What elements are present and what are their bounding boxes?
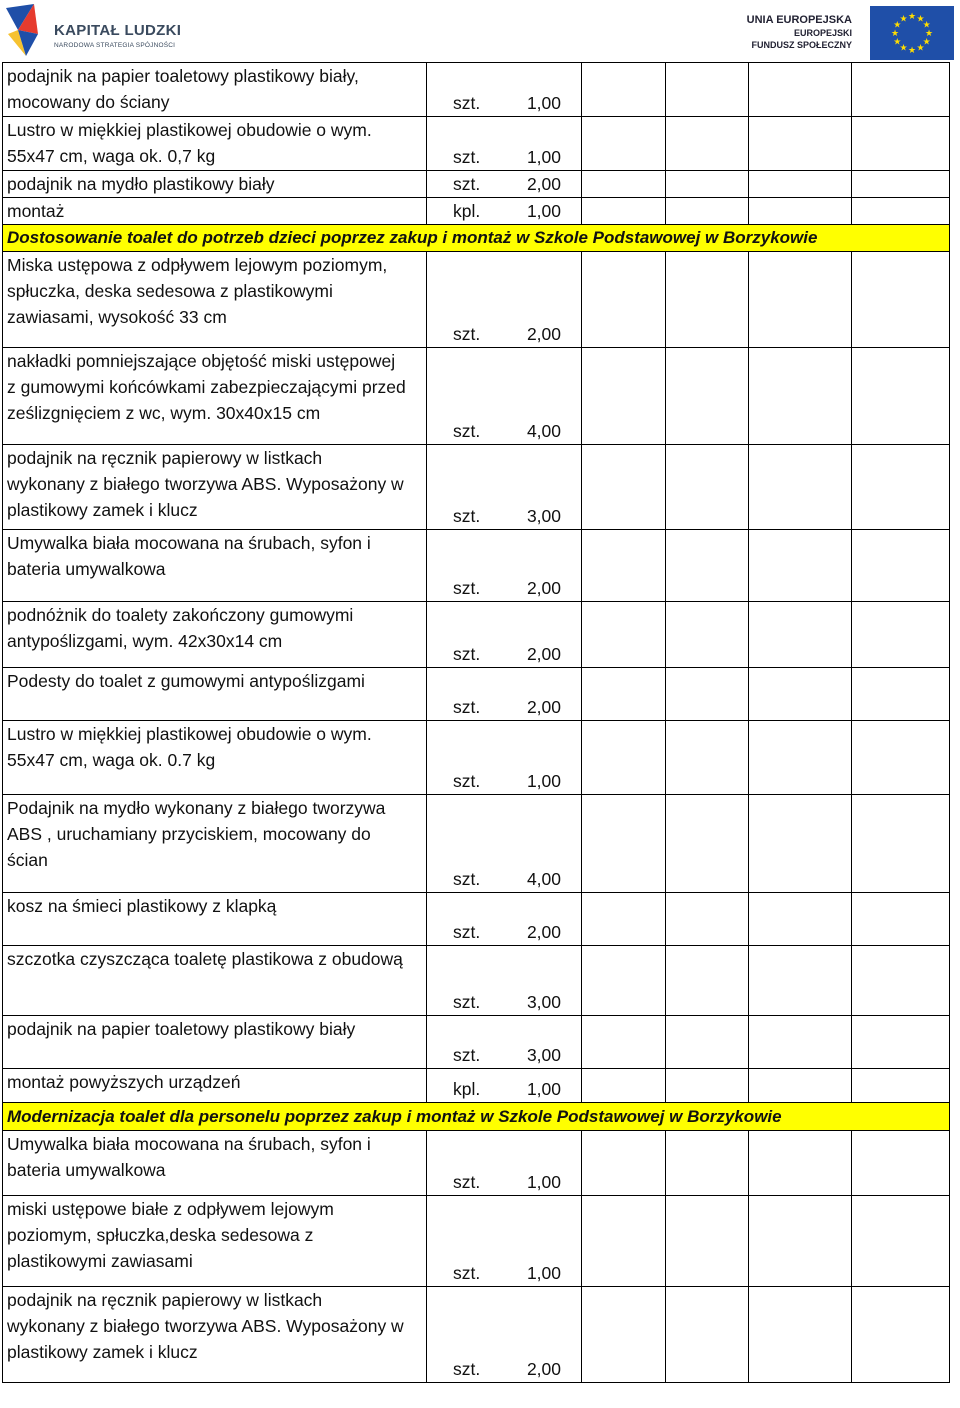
empty-cell	[582, 198, 666, 225]
empty-cell	[749, 795, 852, 893]
unit-qty-cell	[427, 721, 582, 795]
description-line: Umywalka biała mocowana na śrubach, syfon i	[7, 533, 371, 553]
ue-line3: FUNDUSZ SPOŁECZNY	[751, 40, 852, 50]
item-description	[3, 445, 427, 530]
item-description	[3, 252, 427, 348]
table-row	[3, 252, 950, 348]
unit-label: kpl.	[453, 1079, 481, 1099]
table-row	[3, 530, 950, 602]
description-line: montaż powyższych urządzeń	[7, 1072, 241, 1092]
empty-cell	[666, 795, 749, 893]
item-description	[3, 198, 427, 225]
description-line: podajnik na ręcznik papierowy w listkach	[7, 448, 323, 468]
item-description	[3, 602, 427, 668]
item-description	[3, 171, 427, 198]
description-line: plastikowy zamek i klucz	[7, 500, 198, 520]
description-line: z gumowymi końcówkami zabezpieczającymi przed	[7, 377, 406, 397]
unit-qty-cell	[427, 893, 582, 946]
description-line: Miska ustępowa z odpływem lejowym poziomym,	[7, 255, 388, 275]
kapital-ludzki-subtitle: NARODOWA STRATEGIA SPÓJNOŚCI	[54, 42, 176, 49]
table-row	[3, 721, 950, 795]
quantity-value: 1,00	[526, 147, 561, 167]
description-line: ześlizgnięciem z wc, wym. 30x40x15 cm	[7, 403, 321, 423]
description-line: Podesty do toalet z gumowymi antypoślizgami	[7, 671, 365, 691]
unit-qty-cell	[427, 602, 582, 668]
empty-cell	[749, 348, 852, 445]
unit-label: szt.	[453, 93, 481, 113]
item-description	[3, 63, 427, 117]
items-table	[2, 62, 950, 1383]
empty-cell	[582, 530, 666, 602]
unit-label: szt.	[453, 644, 481, 664]
table-row	[3, 445, 950, 530]
description-line: plastikowymi zawiasami	[7, 1251, 193, 1271]
empty-cell	[852, 602, 950, 668]
eu-star-icon: ★	[893, 19, 902, 30]
section-title: Dostosowanie toalet do potrzeb dzieci poprzez zakup i montaż w Szkole Podstawowej w Borzykowie	[3, 225, 950, 252]
table-row	[3, 893, 950, 946]
empty-cell	[666, 252, 749, 348]
table-row	[3, 1287, 950, 1383]
kapital-ludzki-title: KAPITAŁ LUDZKI	[54, 22, 182, 39]
empty-cell	[749, 117, 852, 171]
empty-cell	[666, 445, 749, 530]
description-line: podajnik na papier toaletowy plastikowy biały,	[7, 66, 359, 86]
empty-cell	[852, 795, 950, 893]
empty-cell	[582, 795, 666, 893]
item-description	[3, 530, 427, 602]
empty-cell	[666, 117, 749, 171]
unit-qty-cell	[427, 946, 582, 1016]
empty-cell	[852, 63, 950, 117]
description-line: kosz na śmieci plastikowy z klapką	[7, 896, 277, 916]
empty-cell	[749, 1069, 852, 1103]
empty-cell	[749, 1131, 852, 1196]
empty-cell	[749, 1287, 852, 1383]
unit-qty-cell	[427, 445, 582, 530]
unit-label: szt.	[453, 147, 481, 167]
eu-star-icon: ★	[899, 13, 908, 24]
empty-cell	[852, 117, 950, 171]
empty-cell	[582, 668, 666, 721]
page-header	[0, 0, 960, 62]
unit-label: szt.	[453, 869, 481, 889]
empty-cell	[582, 893, 666, 946]
empty-cell	[582, 946, 666, 1016]
empty-cell	[666, 721, 749, 795]
quantity-value: 1,00	[526, 771, 561, 791]
empty-cell	[582, 252, 666, 348]
description-line: mocowany do ściany	[7, 92, 170, 112]
unit-label: szt.	[453, 1359, 481, 1379]
eu-flag-icon	[870, 6, 954, 60]
eu-star-icon: ★	[907, 45, 917, 55]
empty-cell	[666, 530, 749, 602]
table-row	[3, 117, 950, 171]
quantity-value: 2,00	[526, 578, 561, 598]
item-description	[3, 946, 427, 1016]
table-row	[3, 198, 950, 225]
empty-cell	[582, 1287, 666, 1383]
description-line: Lustro w miękkiej plastikowej obudowie o wym.	[7, 120, 372, 140]
quantity-value: 2,00	[526, 1359, 561, 1379]
unit-label: kpl.	[453, 201, 481, 221]
empty-cell	[749, 445, 852, 530]
ue-line2: EUROPEJSKI	[793, 28, 852, 38]
empty-cell	[852, 348, 950, 445]
empty-cell	[666, 171, 749, 198]
unit-qty-cell	[427, 1131, 582, 1196]
unit-qty-cell	[427, 1287, 582, 1383]
unit-qty-cell	[427, 668, 582, 721]
quantity-value: 1,00	[526, 201, 561, 221]
empty-cell	[852, 946, 950, 1016]
quantity-value: 1,00	[526, 1263, 561, 1283]
empty-cell	[582, 445, 666, 530]
description-line: bateria umywalkowa	[7, 559, 166, 579]
empty-cell	[666, 198, 749, 225]
eu-star-icon: ★	[916, 42, 925, 53]
eu-star-icon: ★	[899, 42, 908, 53]
empty-cell	[582, 63, 666, 117]
section-header-row	[3, 225, 950, 252]
empty-cell	[582, 1131, 666, 1196]
section-title: Modernizacja toalet dla personelu poprzez zakup i montaż w Szkole Podstawowej w Borzykowie	[3, 1103, 950, 1131]
unit-qty-cell	[427, 117, 582, 171]
description-line: ABS , uruchamiany przyciskiem, mocowany do	[7, 824, 371, 844]
empty-cell	[582, 117, 666, 171]
description-line: spłuczka, deska sedesowa z plastikowymi	[7, 281, 333, 301]
empty-cell	[852, 198, 950, 225]
unit-label: szt.	[453, 578, 481, 598]
unit-qty-cell	[427, 795, 582, 893]
empty-cell	[749, 171, 852, 198]
unit-label: szt.	[453, 1172, 481, 1192]
quantity-value: 1,00	[526, 1172, 561, 1192]
item-description	[3, 668, 427, 721]
quantity-value: 4,00	[526, 421, 561, 441]
table-row	[3, 63, 950, 117]
description-line: wykonany z białego tworzywa ABS. Wyposażony w	[7, 474, 404, 494]
description-line: bateria umywalkowa	[7, 1160, 166, 1180]
table-row	[3, 1069, 950, 1103]
empty-cell	[666, 1131, 749, 1196]
empty-cell	[666, 1069, 749, 1103]
item-description	[3, 721, 427, 795]
eu-star-icon: ★	[922, 36, 931, 47]
unit-qty-cell	[427, 530, 582, 602]
item-description	[3, 1069, 427, 1103]
description-line: zawiasami, wysokość 33 cm	[7, 307, 227, 327]
kapital-ludzki-logo	[4, 4, 184, 58]
table-row	[3, 1131, 950, 1196]
empty-cell	[582, 602, 666, 668]
table-row	[3, 348, 950, 445]
empty-cell	[582, 171, 666, 198]
empty-cell	[666, 1196, 749, 1287]
unit-qty-cell	[427, 198, 582, 225]
quantity-value: 3,00	[526, 1045, 561, 1065]
empty-cell	[666, 893, 749, 946]
description-line: podnóżnik do toalety zakończony gumowymi	[7, 605, 354, 625]
unit-label: szt.	[453, 421, 481, 441]
description-line: Umywalka biała mocowana na śrubach, syfon i	[7, 1134, 371, 1154]
empty-cell	[666, 668, 749, 721]
empty-cell	[852, 893, 950, 946]
empty-cell	[666, 1016, 749, 1069]
table-row	[3, 602, 950, 668]
eu-star-icon: ★	[916, 13, 925, 24]
item-description	[3, 348, 427, 445]
description-line: wykonany z białego tworzywa ABS. Wyposażony w	[7, 1316, 404, 1336]
empty-cell	[749, 198, 852, 225]
item-description	[3, 1016, 427, 1069]
quantity-value: 2,00	[526, 174, 561, 194]
table-row	[3, 946, 950, 1016]
empty-cell	[666, 602, 749, 668]
eu-star-icon: ★	[907, 11, 917, 21]
empty-cell	[666, 348, 749, 445]
description-line: nakładki pomniejszające objętość miski ustępowej	[7, 351, 396, 371]
eu-star-icon: ★	[890, 28, 900, 38]
unit-label: szt.	[453, 992, 481, 1012]
eu-star-icon: ★	[924, 28, 934, 38]
empty-cell	[852, 1016, 950, 1069]
eu-star-icon: ★	[893, 36, 902, 47]
unit-label: szt.	[453, 324, 481, 344]
description-line: miski ustępowe białe z odpływem lejowym	[7, 1199, 334, 1219]
unit-label: szt.	[453, 174, 481, 194]
item-description	[3, 117, 427, 171]
table-row	[3, 171, 950, 198]
description-line: Podajnik na mydło wykonany z białego tworzywa	[7, 798, 386, 818]
table-row	[3, 1016, 950, 1069]
kapital-ludzki-emblem-icon	[4, 4, 50, 58]
description-line: 55x47 cm, waga ok. 0,7 kg	[7, 146, 216, 166]
quantity-value: 3,00	[526, 506, 561, 526]
unit-qty-cell	[427, 171, 582, 198]
empty-cell	[749, 668, 852, 721]
section-header-row	[3, 1103, 950, 1131]
empty-cell	[582, 1069, 666, 1103]
empty-cell	[582, 348, 666, 445]
empty-cell	[666, 1287, 749, 1383]
empty-cell	[852, 171, 950, 198]
empty-cell	[852, 721, 950, 795]
item-description	[3, 795, 427, 893]
quantity-value: 2,00	[526, 922, 561, 942]
description-line: podajnik na papier toaletowy plastikowy biały	[7, 1019, 356, 1039]
empty-cell	[582, 1196, 666, 1287]
unit-qty-cell	[427, 1069, 582, 1103]
item-description	[3, 1131, 427, 1196]
empty-cell	[749, 946, 852, 1016]
item-description	[3, 893, 427, 946]
unit-label: szt.	[453, 506, 481, 526]
unit-qty-cell	[427, 348, 582, 445]
unit-label: szt.	[453, 1263, 481, 1283]
empty-cell	[582, 1016, 666, 1069]
table-row	[3, 668, 950, 721]
empty-cell	[749, 1016, 852, 1069]
quantity-value: 2,00	[526, 644, 561, 664]
eu-star-icon: ★	[922, 19, 931, 30]
unit-label: szt.	[453, 1045, 481, 1065]
quantity-value: 2,00	[526, 324, 561, 344]
description-line: montaż	[7, 201, 65, 221]
empty-cell	[749, 530, 852, 602]
empty-cell	[749, 721, 852, 795]
description-line: antypoślizgami, wym. 42x30x14 cm	[7, 631, 283, 651]
quantity-value: 1,00	[526, 1079, 561, 1099]
description-line: ścian	[7, 850, 48, 870]
description-line: podajnik na ręcznik papierowy w listkach	[7, 1290, 323, 1310]
item-description	[3, 1196, 427, 1287]
table-row	[3, 795, 950, 893]
item-description	[3, 1287, 427, 1383]
empty-cell	[852, 1069, 950, 1103]
empty-cell	[666, 63, 749, 117]
empty-cell	[749, 602, 852, 668]
empty-cell	[852, 252, 950, 348]
empty-cell	[749, 893, 852, 946]
unit-qty-cell	[427, 1016, 582, 1069]
description-line: Lustro w miękkiej plastikowej obudowie o wym.	[7, 724, 372, 744]
quantity-value: 4,00	[526, 869, 561, 889]
description-line: 55x47 cm, waga ok. 0.7 kg	[7, 750, 216, 770]
unit-qty-cell	[427, 1196, 582, 1287]
empty-cell	[749, 1196, 852, 1287]
description-line: szczotka czyszcząca toaletę plastikowa z obudową	[7, 949, 403, 969]
empty-cell	[852, 668, 950, 721]
empty-cell	[852, 530, 950, 602]
unit-qty-cell	[427, 252, 582, 348]
quantity-value: 1,00	[526, 93, 561, 113]
unit-label: szt.	[453, 922, 481, 942]
description-line: plastikowy zamek i klucz	[7, 1342, 198, 1362]
description-line: poziomym, spłuczka,deska sedesowa z	[7, 1225, 314, 1245]
empty-cell	[852, 1196, 950, 1287]
empty-cell	[749, 63, 852, 117]
description-line: podajnik na mydło plastikowy biały	[7, 174, 275, 194]
empty-cell	[852, 1131, 950, 1196]
table-row	[3, 1196, 950, 1287]
unit-label: szt.	[453, 697, 481, 717]
quantity-value: 2,00	[526, 697, 561, 717]
empty-cell	[666, 946, 749, 1016]
empty-cell	[852, 445, 950, 530]
unia-europejska-logo	[734, 4, 954, 58]
unit-label: szt.	[453, 771, 481, 791]
ue-line1: UNIA EUROPEJSKA	[746, 14, 852, 26]
empty-cell	[749, 252, 852, 348]
unit-qty-cell	[427, 63, 582, 117]
empty-cell	[852, 1287, 950, 1383]
empty-cell	[582, 721, 666, 795]
quantity-value: 3,00	[526, 992, 561, 1012]
